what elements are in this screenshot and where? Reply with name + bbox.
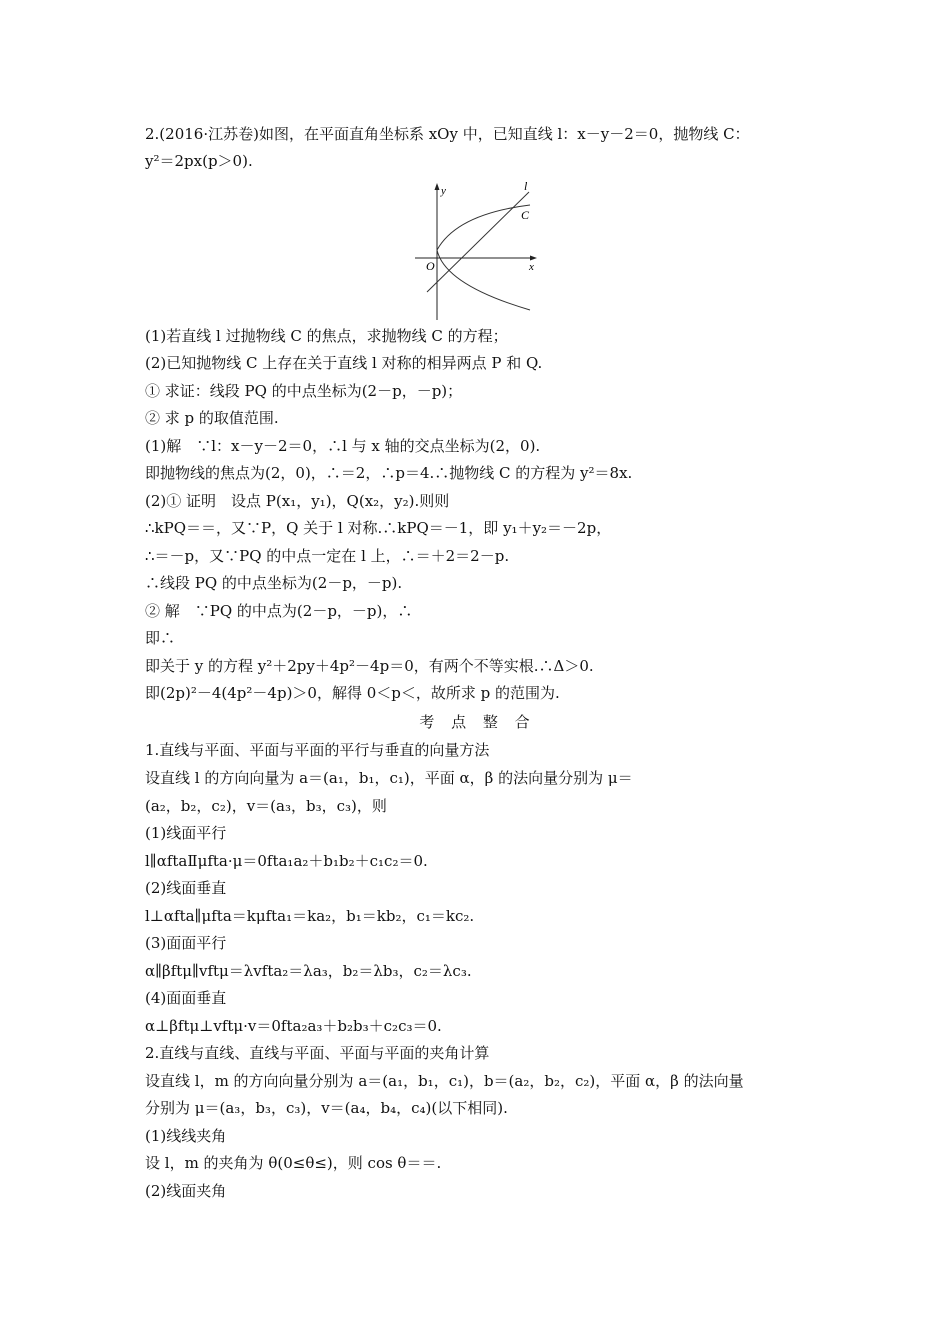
x-axis-label: x <box>529 261 534 273</box>
text-line: 设 l，m 的夹角为 θ(0≤θ≤)，则 cos θ＝＝. <box>145 1154 442 1172</box>
text-line: ∴线段 PQ 的中点坐标为(2－p，－p). <box>145 574 403 592</box>
text-line: (1)解 ∵l：x－y－2＝0，∴l 与 x 轴的交点坐标为(2，0). <box>145 437 541 455</box>
text-line: y²＝2px(p＞0). <box>145 152 253 170</box>
text-line: (4)面面垂直 <box>145 989 227 1007</box>
text-line: l⊥αfta∥μfta＝kμfta₁＝ka₂，b₁＝kb₂，c₁＝kc₂. <box>145 907 475 925</box>
text-line: (1)线线夹角 <box>145 1127 227 1145</box>
line-l-label: l <box>524 180 528 193</box>
text-line: 设直线 l 的方向向量为 a＝(a₁，b₁，c₁)，平面 α，β 的法向量分别为 μ＝ <box>145 769 633 787</box>
text-line: 设直线 l，m 的方向向量分别为 a＝(a₁，b₁，c₁)，b＝(a₂，b₂，c₂)，平面 α，β 的法向量 <box>145 1072 744 1090</box>
text-line: (1)线面平行 <box>145 824 227 842</box>
text-line: (a₂，b₂，c₂)，v＝(a₃，b₃，c₃)，则 <box>145 797 387 815</box>
text-line: 2.直线与直线、直线与平面、平面与平面的夹角计算 <box>145 1044 490 1062</box>
text-line: α∥βftμ∥vftμ＝λvfta₂＝λa₃，b₂＝λb₃，c₂＝λc₃. <box>145 962 472 980</box>
text-line: 即抛物线的焦点为(2，0)，∴＝2，∴p＝4.∴抛物线 C 的方程为 y²＝8x. <box>145 464 633 482</box>
text-line: l∥αftaⅡμftа·μ＝0fta₁a₂＋b₁b₂＋c₁c₂＝0. <box>145 852 428 870</box>
text-line: ① 求证：线段 PQ 的中点坐标为(2－p，－p)； <box>145 382 463 400</box>
text-line: 即关于 y 的方程 y²＋2py＋4p²－4p＝0，有两个不等实根.∴Δ＞0. <box>145 657 594 675</box>
text-line: 2.(2016·江苏卷)如图，在平面直角坐标系 xOy 中，已知直线 l：x－y－2＝0，抛物线 C： <box>145 125 750 143</box>
parabola-diagram <box>410 180 540 320</box>
text-line: ∴kPQ＝＝，又∵P，Q 关于 l 对称.∴kPQ＝－1，即 y₁＋y₂＝－2p， <box>145 519 612 537</box>
text-line: 1.直线与平面、平面与平面的平行与垂直的向量方法 <box>145 741 490 759</box>
text-line: (2)① 证明 设点 P(x₁，y₁)，Q(x₂，y₂).则则 <box>145 492 450 510</box>
text-line: (1)若直线 l 过抛物线 C 的焦点，求抛物线 C 的方程； <box>145 327 508 345</box>
text-line: 即(2p)²－4(4p²－4p)＞0，解得 0＜p＜，故所求 p 的范围为. <box>145 684 560 702</box>
text-line: (2)线面垂直 <box>145 879 227 897</box>
y-axis-arrow <box>435 183 440 190</box>
text-line: 即∴ <box>145 629 176 647</box>
parabola-figure <box>410 180 540 320</box>
text-line: ② 解 ∵PQ 的中点为(2－p，－p)，∴ <box>145 602 413 620</box>
text-line: (2)线面夹角 <box>145 1182 227 1200</box>
curve-c-label: C <box>521 208 530 222</box>
x-axis-arrow <box>530 256 537 261</box>
y-axis-label: y <box>441 185 446 197</box>
section-title: 考 点 整 合 <box>419 713 536 731</box>
text-line: (2)已知抛物线 C 上存在关于直线 l 对称的相异两点 P 和 Q. <box>145 354 543 372</box>
text-line: 分别为 μ＝(a₃，b₃，c₃)，v＝(a₄，b₄，c₄)(以下相同). <box>145 1099 508 1117</box>
text-line: (3)面面平行 <box>145 934 227 952</box>
origin-label: O <box>426 259 435 273</box>
text-line: α⊥βftμ⊥vftμ·v＝0fta₂a₃＋b₂b₃＋c₂c₃＝0. <box>145 1017 442 1035</box>
text-line: ② 求 p 的取值范围. <box>145 409 279 427</box>
text-line: ∴＝－p，又∵PQ 的中点一定在 l 上，∴＝＋2＝2－p. <box>145 547 510 565</box>
